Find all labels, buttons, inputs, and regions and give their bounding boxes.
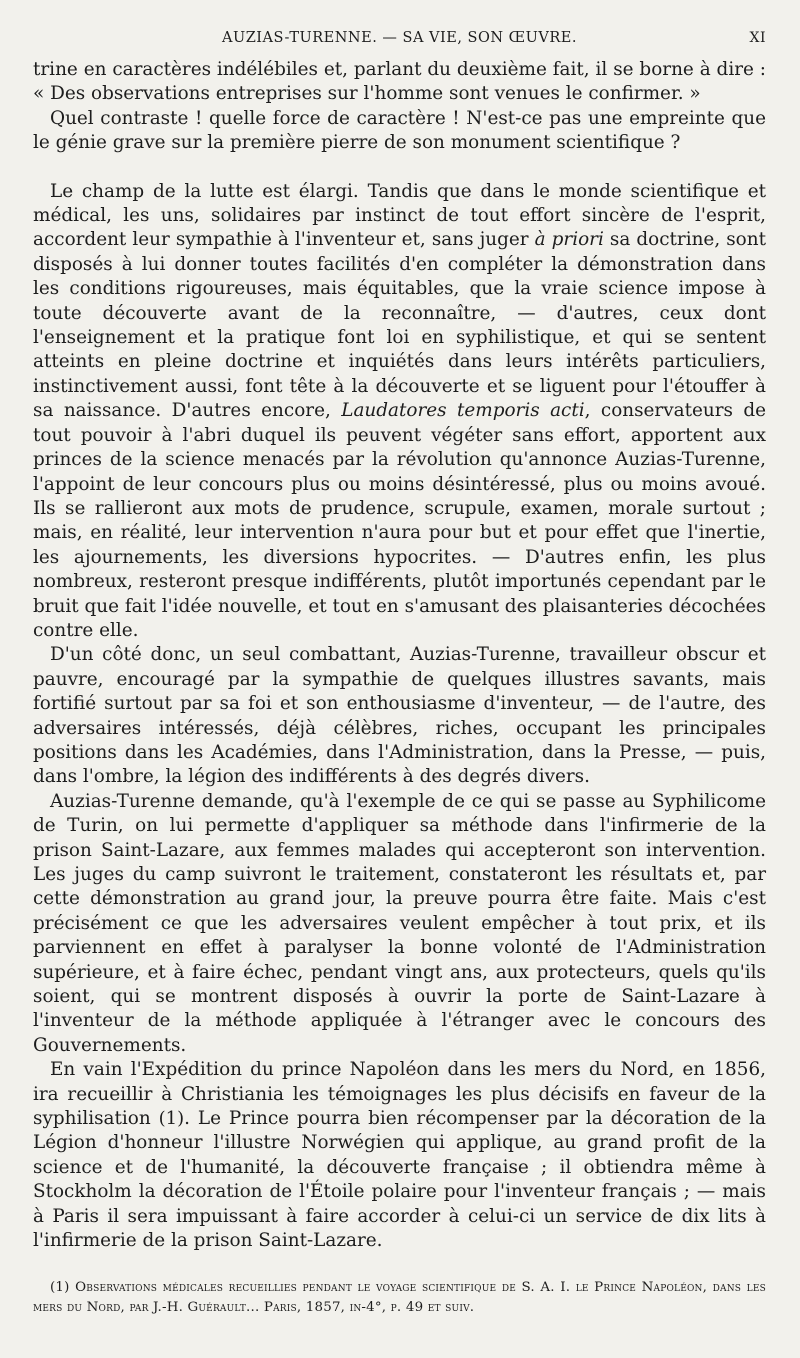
paragraph-5: Auzias-Turenne demande, qu'à l'exemple de ce qui se passe au Syphilicome de Turin, on lui permette d'appliquer sa méthode dans l'infirmerie de la prison Saint-Lazare, aux femmes malades qui accepteront son intervention. Les juges du camp suivront le traitement, constateront les résultats et, par cette démonstration au grand jour, la preuve pourra être faite. Mais c'est précisément ce que les adversaires veulent empêcher à tout prix, et ils parviennent en effet à paralyser la bonne volonté de l'Administration supérieure, et à faire échec, pendant vingt ans, aux protecteurs, quels qu'ils soient, qui se montrent disposés à ouvrir la porte de Saint-Lazare à l'inventeur de la méthode appliquée à l'étranger avec le concours des Gouvernements.: [33, 790, 766, 1056]
paragraph-6-part-b: . Le Prince pourra bien récompenser par la décoration de la Légion d'honneur l'illustre Norwégien qui applique, au grand profit de la science et de l'humanité, la découverte française ; il obtiendra même à Stockholm la décoration de l'Étoile polaire pour l'inventeur français ; — mais à Paris il sera impuissant à faire accorder à celui-ci un service de dix lits à l'infirmerie de la prison Saint-Lazare.: [33, 1108, 766, 1252]
paragraph-2: Quel contraste ! quelle force de caractère ! N'est-ce pas une empreinte que le génie grave sur la première pierre de son monument scientifique ?: [33, 107, 766, 154]
body-text: [33, 58, 766, 1254]
paragraph-3: [33, 180, 766, 644]
paragraph-1: trine en caractères indélébiles et, parlant du deuxième fait, il se borne à dire : « Des observations entreprises sur l'homme sont venues le confirmer. »: [33, 59, 766, 105]
page-number: XI: [749, 30, 766, 46]
paragraph-6: [33, 1058, 766, 1253]
paragraph-3-part-a: Le champ de la lutte est élargi. Tandis que dans le monde scientifique et médical, les uns, solidaires par instinct de tout effort sincère de l'esprit, accordent leur sympathie à l'inventeur et, sans juger: [33, 180, 766, 251]
italic-laudatores: Laudatores temporis acti: [341, 400, 585, 422]
footnote-reference: (1): [158, 1108, 185, 1130]
footnote: (1) Observations médicales recueillies pendant le voyage scientifique de S. A. I. le Prince Napoléon, dans les mers du Nord, par J.-H. Guérault... Paris, 1857, in-4°, p. 49 et suiv.: [33, 1280, 766, 1316]
paragraph-3-part-b: sa doctrine, sont disposés à lui donner toutes facilités d'en compléter la démonstration dans les conditions rigoureuses, mais équitables, que la vraie science impose à toute découverte avant de la reconnaître, — d'autres, ceux dont l'enseignement et la pratique font loi en syphilistique, et qui se sentent atteints en pleine doctrine et inquiétés dans leurs intérêts particuliers, instinctivement aussi, font tête à la découverte et se liguent pour l'étouffer à sa naissance. D'autres encore,: [33, 229, 766, 422]
paragraph-3-part-c: , conservateurs de tout pouvoir à l'abri duquel ils peuvent végéter sans effort, apportent aux princes de la science menacés par la révolution qu'annonce Auzias-Turenne, l'appoint de leur concours plus ou moins désintéressé, plus ou moins avoué. Ils se rallieront aux mots de prudence, scrupule, examen, morale surtout ; mais, en réalité, leur intervention n'aura pour but et pour effet que l'inertie, les ajournements, les diversions hypocrites. — D'autres enfin, les plus nombreux, resteront presque indifférents, plutôt importunés cependant par le bruit que fait l'idée nouvelle, et tout en s'amusant des plaisanteries décochées contre elle.: [33, 400, 766, 641]
running-title: AUZIAS-TURENNE. — SA VIE, SON ŒUVRE.: [222, 30, 577, 46]
running-head: [33, 30, 766, 52]
italic-a-priori: à priori: [534, 229, 604, 251]
paragraph-4: D'un côté donc, un seul combattant, Auzias-Turenne, travailleur obscur et pauvre, encouragé par la sympathie de quelques illustres savants, mais fortifié surtout par sa foi et son enthousiasme d'inventeur, — de l'autre, des adversaires intéressés, déjà célèbres, riches, occupant les principales positions dans les Académies, dans l'Administration, dans la Presse, — puis, dans l'ombre, la légion des indifférents à des degrés divers.: [33, 644, 766, 788]
paragraph-6-part-a: En vain l'Expédition du prince Napoléon dans les mers du Nord, en 1856, ira recueillir à Christiania les témoignages les plus décisifs en faveur de la syphilisation: [33, 1059, 766, 1130]
